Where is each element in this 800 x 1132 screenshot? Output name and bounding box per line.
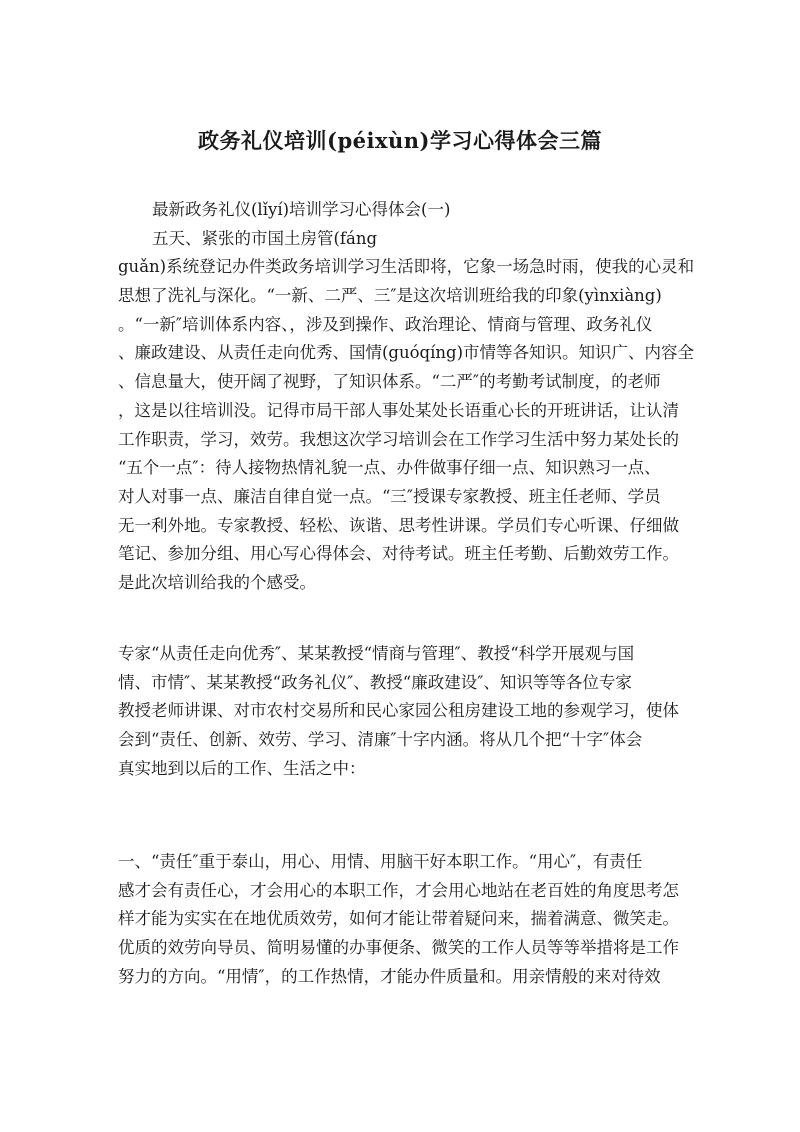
text-line: 工作职责，学习，效劳。我想这次学习培训会在工作学习生活中努力某处长的 <box>118 429 679 449</box>
text-line: 最新政务礼仪(lǐyí)培训学习心得体会(一) <box>152 200 451 219</box>
text-line: 感才会有责任心，才会用心的本职工作，才会用心地站在老百姓的角度思考怎 <box>118 880 679 900</box>
text-line: 优质的效劳向导员、简明易懂的办事便条、微笑的工作人员等等举措将是工作 <box>118 938 679 958</box>
text-line: 对人对事一点、廉洁自律自觉一点。“三″授课专家教授、班主任老师、学员 <box>118 486 661 506</box>
text-line: guǎn)系统登记办件类政务培训学习生活即将，它象一场急时雨，使我的心灵和 <box>118 257 695 277</box>
text-line: 是此次培训给我的个感受。 <box>118 572 316 592</box>
text-line: 五天、紧张的市国土房管(fáng <box>152 228 378 248</box>
text-line: 思想了洗礼与深化。“一新、二严、三″是这次培训班给我的印象(yìnxiàng) <box>118 286 662 306</box>
text-line: 专家“从责任走向优秀″、某某教授“情商与管理″、教授“科学开展观与国 <box>118 644 635 663</box>
text-line: 会到“责任、创新、效劳、学习、清廉″十字内涵。将从几个把“十字″体会 <box>118 730 643 750</box>
text-line: 真实地到以后的工作、生活之中： <box>118 758 366 778</box>
text-line: 、信息量大，使开阔了视野，了知识体系。“二严″的考勤考试制度，的老师 <box>118 372 661 392</box>
paragraph-1 <box>118 196 695 598</box>
document-title: 政务礼仪培训(péixùn)学习心得体会三篇 <box>198 128 602 153</box>
text-line: 笔记、参加分组、用心写心得体会、对待考试。班主任考勤、后勤效劳工作。 <box>118 544 679 564</box>
text-line: 一、“责任″重于泰山，用心、用情、用脑干好本职工作。“用心″，有责任 <box>118 852 643 871</box>
text-line: 。“一新″培训体系内容、，涉及到操作、政治理论、情商与管理、政务礼仪 <box>118 314 653 334</box>
text-line: 、廉政建设、从责任走向优秀、国情(guóqíng)市情等各知识。知识广、内容全 <box>118 343 695 363</box>
text-line: 情、市情″、某某教授“政务礼仪″、教授“廉政建设″、知识等等各位专家 <box>118 672 632 692</box>
paragraph-3 <box>118 848 688 991</box>
text-line: 无一利外地。专家教授、轻松、诙谐、思考性讲课。学员们专心听课、仔细做 <box>118 515 679 535</box>
paragraph-2 <box>118 640 688 783</box>
text-line: ，这是以往培训没。记得市局干部人事处某处长语重心长的开班讲话，让认清 <box>118 400 679 420</box>
text-line: 样才能为实实在在地优质效劳，如何才能让带着疑问来，揣着满意、微笑走。 <box>118 909 679 929</box>
text-line: 教授老师讲课、对市农村交易所和民心家园公租房建设工地的参观学习，使体 <box>118 701 679 721</box>
text-line: “五个一点″：待人接物热情礼貌一点、办件做事仔细一点、知识熟习一点、 <box>118 458 661 478</box>
text-line: 努力的方向。“用情″，的工作热情，才能办件质量和。用亲情般的来对待效 <box>118 966 661 986</box>
